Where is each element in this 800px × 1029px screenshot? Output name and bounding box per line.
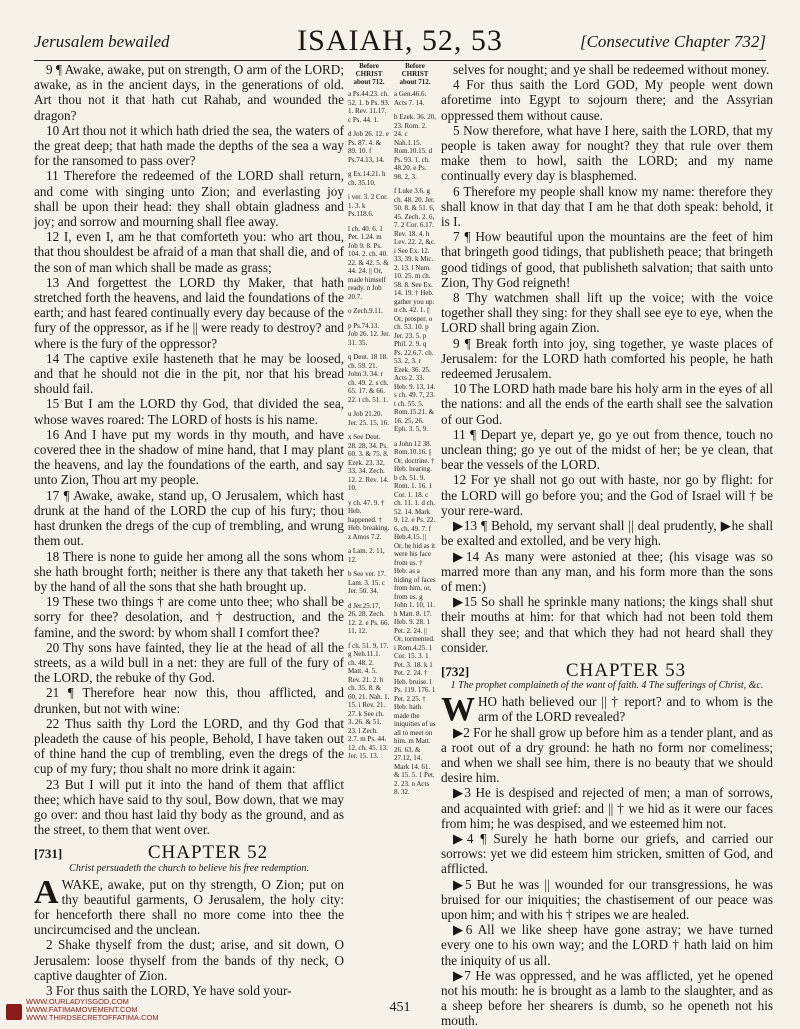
chapter-52-verse-1	[34, 873, 344, 938]
chapter-52-heading	[34, 842, 344, 864]
chapter-53-title: CHAPTER 53	[565, 659, 687, 681]
verse: ▶15 So shall he sprinkle many nations; the kings shall shut their mouths at him: for that which had not been told them shall they see; and that which they had not heard shall they consider.	[441, 594, 773, 655]
drop-cap: A	[34, 873, 59, 911]
verse: ▶7 He was oppressed, and he was afflicted, yet he opened not his mouth: he is brought as a lamb to the slaughter, and as a sheep before her shearers is dumb, so he openeth not his mouth.	[441, 967, 773, 1029]
verse: 3 For thus saith the LORD, Ye have sold your-	[46, 982, 292, 998]
verse: 9 ¶ Break forth into joy, sing together, ye waste places of Jerusalem: for the LORD hath comforted his people, he hath redeemed Jerusalem.	[441, 335, 773, 382]
verse: 13 And forgettest the LORD thy Maker, that hath stretched forth the heavens, and laid the foundations of the earth; and hast feared continually every day because of the fury of the oppressor, as if he || were ready to destroy? and where is the fury of the oppressor?	[34, 274, 344, 351]
cross-reference-note: l ch. 40. 6. 1 Pet. 1.24. m Job 9. 8. Ps. 104. 2. ch. 40. 22. & 42. 5. & 44. 24. || Or, made himself ready. n Job 20.7.	[348, 224, 389, 301]
cross-reference-note: x See Deut. 28. 28, 34. Ps. 60. 3. & 75. 8. Ezek. 23. 32, 33, 34. Zech. 12. 2. Rev. 14. 10.	[348, 433, 389, 492]
verse: 10 The LORD hath made bare his holy arm in the eyes of all the nations: and all the ends of the earth shall see the salvation of our God.	[441, 381, 773, 427]
verse: 12 For ye shall not go out with haste, nor go by flight: for the LORD will go before you; and the God of Israel will † be your rere-ward.	[441, 472, 773, 518]
left-text-column	[34, 62, 344, 1002]
verse: ▶14 As many were astonied at thee; (his visage was so marred more than any man, and his form more than the sons of men:)	[441, 548, 773, 594]
cross-reference-note: f ch. 51. 9, 17. g Neh.11.1. ch. 48. 2. Matt. 4. 5. Rev. 21. 2. h ch. 35. 8. & 60. 21. Nah. 1. 15. i Rev. 21. 27. k See ch. 3. 26. & 51. 23. l Zech. 2.7. m Ps. 44. 12. ch. 45. 13. Jer. 15. 13.	[348, 641, 390, 760]
page-number: 451	[389, 1000, 411, 1015]
margin-head-line: CHRIST	[401, 70, 429, 78]
header-left-title: Jerusalem bewailed	[34, 32, 170, 51]
cross-reference-note: o Zech.9.11.	[348, 307, 383, 315]
margin-head-line: about 712.	[353, 78, 385, 86]
cross-reference-note: a John 12 38. Rom.10.16. || Or, doctrine. † Heb. hearing. b ch. 51. 9. Rom. 1. 16. 1 Cor. 1. 18. c ch. 11. 1. d ch. 52. 14. Mark 9. 12. e Ps. 22. 6. ch. 49. 7. f Heb.4.15. || Or, he hid as it were his face from us. † Heb. as a hiding of faces from him, or, from us. g John 1. 10, 11. h Matt. 8. 17. Heb. 9. 28. 1 Pet. 2. 24. || Or, tormented. i Rom.4.25. 1 Cor. 15. 3. 1 Pet. 3. 18. k 1 Pet. 2. 24. † Heb. bruise. l Ps. 119. 176. 1 Pet. 2.25. † Heb. hath made the iniquities of us all to meet on him. m Matt. 26. 63. & 27.12, 14. Mark 14. 61. & 15. 5. 1 Pet. 2. 23. n Acts 8. 32.	[394, 439, 436, 796]
verse: 2 Shake thyself from the dust; arise, and sit down, O Jerusalem: loose thyself from the bands of thy neck, O captive daughter of Zion.	[34, 937, 344, 983]
verse: 11 Therefore the redeemed of the LORD shall return, and come with singing unto Zion; and everlasting joy shall be upon their head: they shall obtain gladness and joy; and sorrow and mourning shall flee away.	[34, 168, 344, 230]
verse: ▶6 All we like sheep have gone astray; we have turned every one to his own way; and the LORD † hath laid on him the iniquity of us all.	[441, 922, 773, 968]
cross-reference-note: a Gen.46.6. Acts 7. 14.	[394, 90, 427, 107]
verse: 23 But I will put it into the hand of them that afflict thee; which have said to thy soul, Bow down, that we may go over: and thou hast laid thy body as the ground, and as the street, to them that went over.	[34, 776, 344, 838]
page-footer	[0, 998, 800, 1024]
verse: 17 ¶ Awake, awake, stand up, O Jerusalem, which hast drunk at the hand of the LORD the cup of his fury; thou hast drunken the dregs of the cup of trembling, and wrung them out.	[34, 487, 344, 549]
header-book-title: ISAIAH, 52, 53	[297, 24, 503, 57]
drop-cap: W	[441, 691, 475, 729]
margin-head-line: about 712.	[399, 78, 431, 86]
verse: 4 For thus saith the Lord GOD, My people went down aforetime into Egypt to sojourn there; and the Assyrian oppressed them without cause.	[441, 77, 773, 123]
verse: selves for nought; and ye shall be redeemed without money.	[453, 62, 770, 77]
cross-reference-note: f Luke 3.6. g ch. 48. 20. Jer. 50. 8. & 51. 6, 45. Zech. 2. 6, 7. 2 Cor. 6.17. Rev. 18. 4. h Lev. 22. 2, &c. i See Ex. 12. 33, 39. k Mic. 2. 13. l Num. 10. 25. m ch. 58. 8. See Ex. 14. 19. † Heb. gather you up. n ch. 42. 1. || Or, prosper. o ch. 53. 10. p Jer. 23. 5. p Phil. 2. 9. q Ps. 22.6,7. ch. 53. 2, 3. r Ezek. 36. 25. Acts 2. 33. Heb. 9. 13, 14. s ch. 49. 7, 23. t ch. 55. 5. Rom.15.21. & 16. 25, 26. Eph. 3. 5, 9.	[394, 187, 436, 433]
margin-note-list	[394, 90, 436, 797]
verse: 18 There is none to guide her among all the sons whom she hath brought forth; neither is there any that taketh her by the hand of all the sons that she hath brought up.	[34, 548, 344, 594]
verse-text: WAKE, awake, put on thy strength, O Zion; put on thy beautiful garments, O Jerusalem, the holy city: for henceforth there shall no more come into thee the uncircumcised and the unclean.	[34, 876, 344, 938]
left-margin-references	[348, 62, 390, 1002]
margin-head-line: Before	[405, 62, 425, 70]
margin-head-line: Before	[359, 62, 379, 70]
cross-reference-note: d Job 26. 12. e Ps. 87. 4. & 89. 10. f Ps.74.13, 14.	[348, 130, 389, 164]
verse: 7 ¶ How beautiful upon the mountains are the feet of him that bringeth good tidings, that publisheth peace; that bringeth good tidings of good, that publisheth salvation; that saith unto Zion, Thy God reigneth!	[441, 229, 773, 290]
margin-note-list	[348, 90, 390, 761]
verse: 22 Thus saith thy Lord the LORD, and thy God that pleadeth the cause of his people, Behold, I have taken out of thine hand the cup of trembling, even the dregs of the cup of my fury; thou shalt no more drink it again:	[34, 715, 344, 777]
chapter-53-summary: 1 The prophet complaineth of the want of faith. 4 The sufferings of Christ, &c.	[450, 680, 764, 692]
cross-reference-note: y ch. 47. 9. † Heb. happened. † Heb. breaking. z Amos 7.2.	[348, 498, 390, 541]
footer-link[interactable]: WWW.OURLADYISGOD.COM	[26, 997, 129, 1006]
running-header	[34, 24, 766, 61]
verse: 19 These two things † are come unto thee; who shall be sorry for thee? desolation, and † destruction, and the famine, and the sword: by whom shall I comfort thee?	[34, 594, 344, 640]
cross-reference-note: q Deut. 18 18. ch. 59. 21. John 3. 34. r ch. 49. 2. s ch. 65. 17. & 66. 22. t ch. 51. 1.	[348, 353, 389, 404]
verse: ▶5 But he was || wounded for our transgressions, he was bruised for our iniquities; the chastisement of our peace was upon him; and with his † stripes we are healed.	[441, 876, 773, 922]
right-verse-list	[441, 62, 773, 655]
verse: 20 Thy sons have fainted, they lie at the head of all the streets, as a wild bull in a net: they are full of the fury of the LORD, the rebuke of thy God.	[34, 639, 344, 686]
cross-reference-note: a Ps.44.23. ch. 52. 1. b Ps. 93. 1. Rev. 11.17. c Ps. 44. 1.	[348, 90, 390, 124]
margin-date-heading	[394, 62, 436, 86]
verse: 9 ¶ Awake, awake, put on strength, O arm of the LORD; awake, as in the ancient days, in the generations of old. Art thou not it that hath cut Rahab, and wounded the dragon?	[34, 62, 344, 123]
cross-reference-note: b See ver. 17. Lam. 3. 15. c Jer. 50. 34.	[348, 570, 386, 595]
cross-reference-note: i ver. 3. 2 Cor. 1. 3. k Ps.118.6.	[348, 193, 388, 218]
cross-reference-note: g Ex.14.21. h ch. 35.10.	[348, 170, 386, 187]
cross-reference-note: b Ezek. 36. 20, 23. Rom. 2. 24. c Nah.1.15. Rom.10.15. d Ps. 93. 1. ch. 48.20. e Ps. 98. 2, 3.	[394, 113, 436, 181]
margin-date-heading	[348, 62, 390, 86]
verse: 8 Thy watchmen shall lift up the voice; with the voice together shall they sing: for they shall see eye to eye, when the LORD shall bring again Zion.	[441, 290, 773, 336]
cross-reference-note: u Job 21.20. Jer. 25. 15, 16.	[348, 410, 390, 427]
cross-reference-note: d Jer.25.17, 26, 28. Zech. 12. 2. e Ps. 66. 11, 12.	[348, 601, 390, 635]
right-text-column	[441, 62, 773, 1029]
chapter-53-verse-list	[441, 725, 773, 1029]
header-consecutive-chapter: [Consecutive Chapter 732]	[579, 32, 766, 51]
left-verse-list	[34, 62, 344, 837]
verse-text: HO hath believed our || † report? and to whom is the arm of the LORD revealed?	[478, 694, 773, 725]
cross-reference-note: p Ps.74.13. Job 26. 12. Jer. 31. 35.	[348, 321, 390, 347]
verse: 14 The captive exile hasteneth that he may be loosed, and that he should not die in the pit, nor that his bread should fail.	[34, 350, 344, 397]
verse: 15 But I am the LORD thy God, that divided the sea, whose waves roared: The LORD of hosts is his name.	[34, 396, 344, 427]
verse: 10 Art thou not it which hath dried the sea, the waters of the great deep; that hath made the depths of the sea a way for the ransomed to pass over?	[34, 122, 344, 169]
footer-link[interactable]: WWW.THIRDSECRETOFFATIMA.COM	[26, 1013, 159, 1022]
chapter-52-number: [731]	[34, 846, 63, 862]
verse: 12 I, even I, am he that comforteth you: who art thou, that thou shouldest be afraid of a man that shall die, and of the son of man which shall be made as grass;	[34, 229, 344, 275]
chapter-53-heading	[441, 659, 773, 681]
verse: ▶3 He is despised and rejected of men; a man of sorrows, and acquainted with grief: and || † we hid as it were our faces from him; he was despised, and we esteemed him not.	[441, 785, 773, 831]
verse: ▶2 For he shall grow up before him as a tender plant, and as a root out of a dry ground: he hath no form nor comeliness; and when we shall see him, there is no beauty that we should desire him.	[441, 724, 773, 786]
verse: ▶13 ¶ Behold, my servant shall || deal prudently, ▶he shall be exalted and extolled, and be very high.	[441, 518, 773, 549]
verse: 5 Now therefore, what have I here, saith the LORD, that my people is taken away for nought? they that rule over them make them to howl, saith the LORD; and my name continually every day is blasphemed.	[441, 122, 773, 184]
chapter-52-summary: Christ persuadeth the church to believe his free redemption.	[69, 862, 309, 874]
right-margin-references	[394, 62, 436, 1008]
chapter-53-verse-1	[441, 691, 773, 729]
verse: 11 ¶ Depart ye, depart ye, go ye out from thence, touch no unclean thing; go ye out of the midst of her; be ye clean, that bear the vessels of the LORD.	[441, 426, 773, 473]
footer-link[interactable]: WWW.FATIMAMOVEMENT.COM	[26, 1005, 138, 1014]
chapter-52-verse-list	[34, 937, 344, 998]
verse: 21 ¶ Therefore hear now this, thou afflicted, and drunken, but not with wine:	[34, 685, 344, 716]
verse: ▶4 ¶ Surely he hath borne our griefs, and carried our sorrows: yet we did esteem him stricken, smitten of God, and afflicted.	[441, 830, 773, 877]
margin-head-line: CHRIST	[355, 70, 383, 78]
verse: 16 And I have put my words in thy mouth, and have covered thee in the shadow of mine hand, that I may plant the heavens, and lay the foundations of the earth, and say unto Zion, Thou art my people.	[34, 426, 344, 488]
verse: 6 Therefore my people shall know my name: therefore they shall know in that day that I am he that doth speak: behold, it is I.	[441, 183, 773, 230]
chapter-53-number: [732]	[441, 663, 470, 679]
cross-reference-note: a Lam. 2. 11, 12.	[348, 547, 385, 564]
chapter-52-title: CHAPTER 52	[147, 842, 269, 864]
